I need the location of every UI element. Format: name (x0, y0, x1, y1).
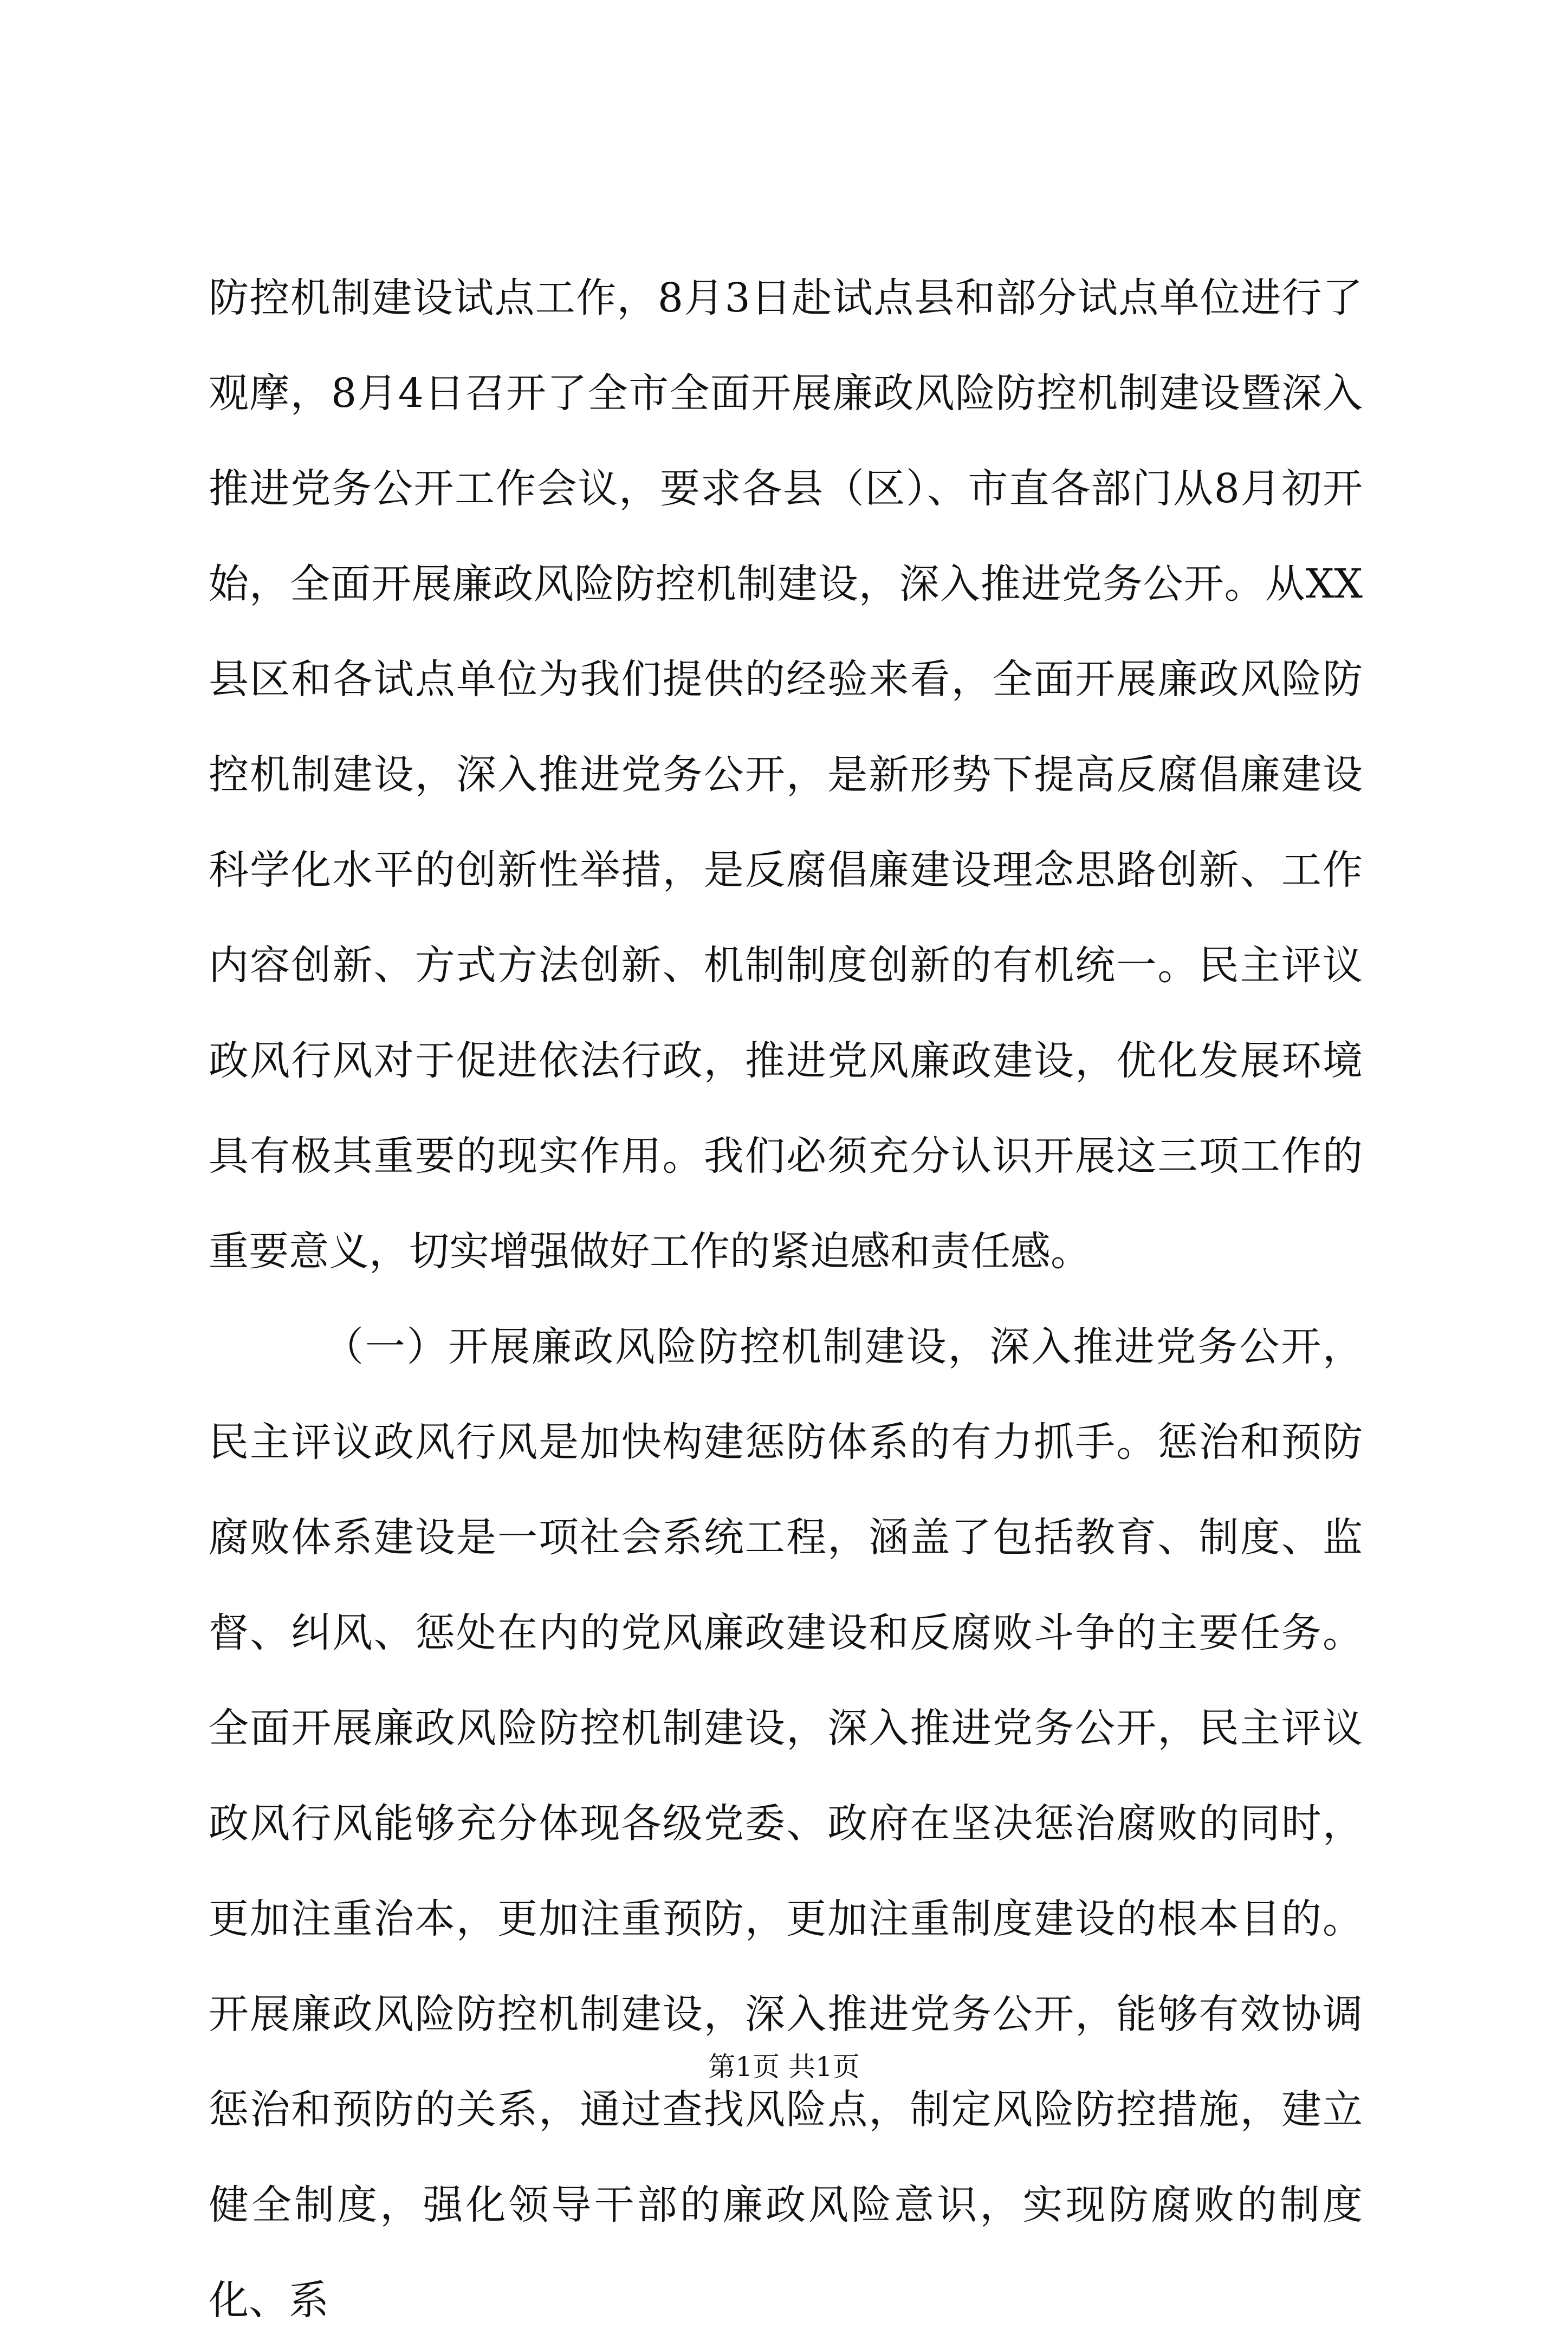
document-body (209, 250, 1363, 2348)
page-footer: 第1页 共1页 (708, 2051, 860, 2083)
paragraph-1: 防控机制建设试点工作，8月3日赴试点县和部分试点单位进行了观摩，8月4日召开了全市全面开展廉政风险防控机制建设暨深入推进党务公开工作会议，要求各县（区）、市直各部门从8月初开始，全面开展廉政风险防控机制建设，深入推进党务公开。从XX县区和各试点单位为我们提供的经验来看，全面开展廉政风险防控机制建设，深入推进党务公开，是新形势下提高反腐倡廉建设科学化水平的创新性举措，是反腐倡廉建设理念思路创新、工作内容创新、方式方法创新、机制制度创新的有机统一。民主评议政风行风对于促进依法行政，推进党风廉政建设，优化发展环境具有极其重要的现实作用。我们必须充分认识开展这三项工作的重要意义，切实增强做好工作的紧迫感和责任感。 (209, 275, 1363, 1275)
paragraph-2: （一）开展廉政风险防控机制建设，深入推进党务公开，民主评议政风行风是加快构建惩防体系的有力抓手。惩治和预防腐败体系建设是一项社会系统工程，涵盖了包括教育、制度、监督、纠风、惩处在内的党风廉政建设和反腐败斗争的主要任务。全面开展廉政风险防控机制建设，深入推进党务公开，民主评议政风行风能够充分体现各级党委、政府在坚决惩治腐败的同时，更加注重治本，更加注重预防，更加注重制度建设的根本目的。开展廉政风险防控机制建设，深入推进党务公开，能够有效协调惩治和预防的关系，通过查找风险点，制定风险防控措施，建立健全制度，强化领导干部的廉政风险意识，实现防腐败的制度化、系 (209, 1324, 1363, 2324)
